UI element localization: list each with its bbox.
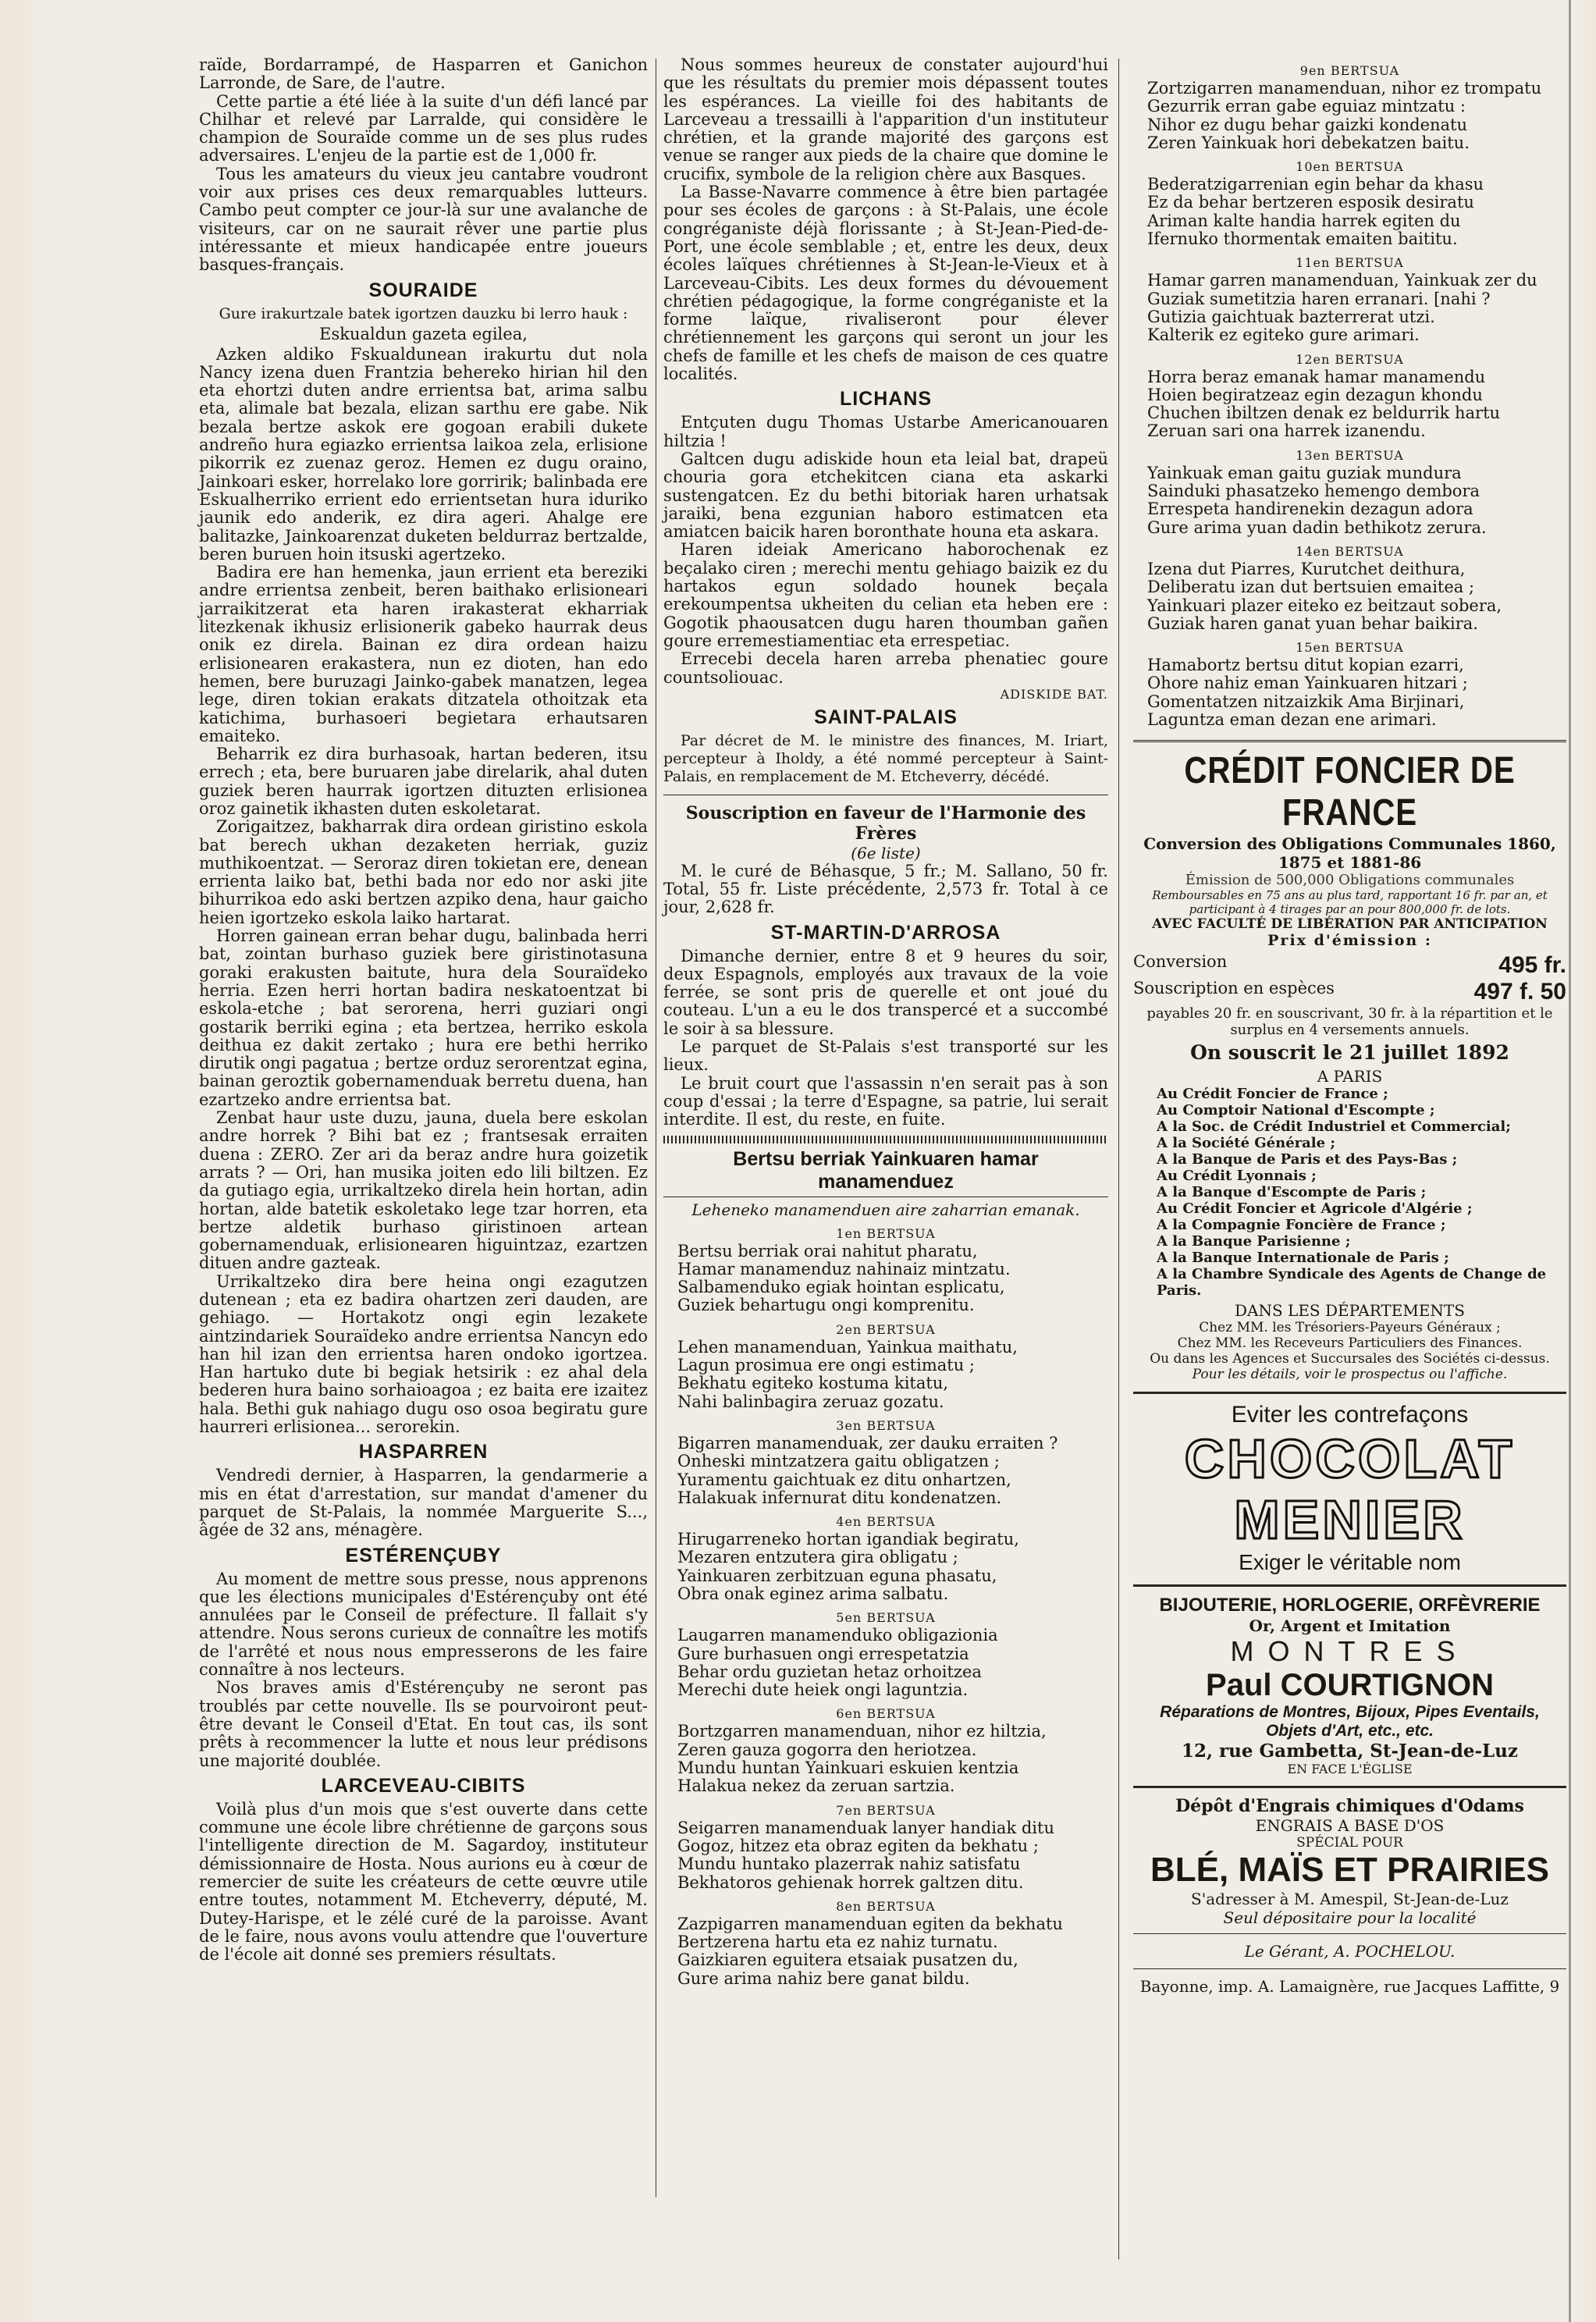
section-heading-hasparren: HASPARREN (358, 1441, 489, 1463)
divider (1133, 740, 1566, 742)
credit-lieu: A la Banque Parisienne ; (1157, 1233, 1351, 1250)
verse-line: Bigarren manamenduak, zer dauku erraiten ? (677, 1433, 1058, 1453)
credit-paris: A PARIS (1317, 1067, 1383, 1086)
verse-heading: 15en BERTSUA (1296, 640, 1404, 656)
verse-line: Gomentatzen nitzaizkik Ama Birjinari, (1147, 692, 1465, 711)
verse-line: Gogoz, hitzez eta obraz egiten da bekhatu ; (677, 1836, 1039, 1855)
engrais-os: ENGRAIS A BASE D'OS (1255, 1816, 1445, 1836)
verse-heading: 9en BERTSUA (1299, 63, 1400, 78)
credit-tresoriers: Chez MM. les Trésoriers-Payeurs Généraux ; (1199, 1320, 1501, 1336)
article-paragraph: Zenbat haur uste duzu, jauna, duela bere eskolan andre horrek ? Bihi bat ez ; frantsesak erraiten duena : ZERO. Zer ari da beraz andre hura goizetik arrats ? — Ori, han musika joiten edo lili biltzen. Ez da gutiago egia, urrikaltzeko direla hein hortan, adin hortan, alde batetik eskoletako lege tzar horren, eta bertze aldetik burhaso giristinoen artean gobernamenduak, erlisionearen higuintzaz, ezartzen dituen andre gazteak. (199, 1108, 648, 1273)
credit-payables: payables 20 fr. en souscrivant, 30 fr. à la répartition et le surplus en 4 versements annuels. (1146, 1005, 1553, 1039)
article-paragraph: Azken aldiko Fskualdunean irakurtu dut nola Nancy izena duen Frantzia behereko hirian hil den eta ehortzi duten andre errientsa bat, arima salbu eta, alimale bat bezala, elizan sarthu ere gabe. Nik bezala bertze askok ere gogoan erabili dukete andreño hura egiazko errientsa laikoa zela, erlisione pikorrik ez zuenaz geroz. Hemen ez dugu oraino, Jainkoari esker, horrelako lore gorririk; balinbada ere Eskualherriko errient edo errientsetan hura iduriko jaunik edo anderik, ez dira ageri. Ahalge ere balitazke, Jainkoarenzat duketen beldurraz bertzalde, beren buruen hoin itsuski agertzeko. (199, 344, 648, 564)
verse-line: Gure arima nahiz bere ganat bildu. (677, 1968, 970, 1988)
credit-lieu: A la Banque de Paris et des Pays-Bas ; (1157, 1151, 1458, 1168)
credit-date: On souscrit le 21 juillet 1892 (1190, 1041, 1509, 1065)
verse-line: Zortzigarren manamenduan, nihor ez trompatu (1147, 79, 1542, 98)
article-paragraph: Le bruit court que l'assassin n'en serait pas à son coup d'essai ; la terre d'Espagne, sa patrie, lui serait interdite. Il est, du reste, en fuite. (663, 1073, 1108, 1129)
verse-line: Mezaren entzutera gira obligatu ; (677, 1548, 958, 1567)
article-paragraph: La Basse-Navarre commence à être bien partagée pour ses écoles de garçons : à St-Palais, une école congréganiste déjà florissante ; à St-Jean-Pied-de-Port, une école semblable ; et, entre les deux, deux écoles laïques chrétiennes à St-Jean-le-Vieux et à Larceveau-Cibits. Les deux formes du dévouement chrétien pédagogique, la forme congréganiste et la forme laïque, rivaliseront pour élever chrétiennement les garçons qui seront un jour les chefs de famille et les chefs de maison de ces quatre localités. (663, 183, 1108, 384)
verse-line: Hamar garren manamenduan, Yainkuak zer du (1147, 271, 1537, 290)
verse-heading: 10en BERTSUA (1296, 159, 1404, 175)
verse-line: Deliberatu izan dut bertsuien emaitea ; (1147, 578, 1475, 597)
verse-line: Zeren gauza gogorra den heriotzea. (677, 1740, 977, 1759)
article-paragraph: M. le curé de Béhasque, 5 fr.; M. Sallano, 50 fr. Total, 55 fr. Liste précédente, 2,573 fr. Total à ce jour, 2,628 fr. (663, 861, 1108, 917)
verse-line: Nihor ez dugu behar gaizki kondenatu (1147, 115, 1468, 134)
verse-line: Ez da behar bertzeren esposik desiratu (1147, 193, 1474, 212)
verse-line: Yainkuak eman gaitu guziak mundura (1147, 463, 1462, 482)
verse-line: Bekhatu egiteko kostuma kitatu, (677, 1374, 949, 1393)
signature: ADISKIDE BAT. (1000, 686, 1108, 702)
verse-line: Mundu huntan Yainkuari eskuien kentzia (677, 1758, 1019, 1778)
article-paragraph: Au moment de mettre sous presse, nous apprenons que les élections municipales d'Estérençuby ont été annulées par le Conseil de préfecture. Il fallait s'y attendre. Nous serons curieux de connaître les motifs de l'arrêté et nous nous empresserons de les faire connaître à nos lecteurs. (199, 1569, 648, 1680)
verse-line: Bekhatoros gehienak horrek galtzen ditu. (677, 1872, 1024, 1892)
article-paragraph: Tous les amateurs du vieux jeu cantabre voudront voir aux prises ces deux remarquables lutteurs. Cambo peut compter ce jour-là sur une avalanche de visiteurs, car on ne saurait rêver une partie plus intéressante et mieux handicapée entre joueurs basques-français. (199, 164, 648, 275)
article-paragraph: Cette partie a été liée à la suite d'un défi lancé par Chilhar et relevé par Larralde, qui considère le champion de Souraïde comme un de ses plus rudes adversaires. L'enjeu de la partie est de 1,000 fr. (199, 91, 648, 165)
verse-line: Yainkuaren zerbitzuan eguna phasatu, (677, 1566, 997, 1585)
verse-line: Yainkuari plazer eiteko ez beitzaut sobera, (1147, 596, 1502, 615)
engrais-seul: Seul dépositaire pour la localité (1223, 1908, 1477, 1928)
verse-line: Zeren Yainkuak hori debekatzen baitu. (1147, 133, 1470, 152)
verse-heading: 14en BERTSUA (1296, 543, 1404, 559)
article-paragraph: Vendredi dernier, à Hasparren, la gendarmerie a mis en état d'arrestation, sur mandat d'amener du parquet de St-Palais, la nommée Marguerite S..., âgée de 32 ans, ménagère. (199, 1466, 648, 1540)
verse-line: Halakuak infernurat ditu kondenatzen. (677, 1488, 1002, 1507)
courtignon-reparations: Réparations de Montres, Bijoux, Pipes Eventails, Objets d'Art, etc., etc. (1160, 1703, 1540, 1741)
verse-heading: 8en BERTSUA (836, 1898, 936, 1914)
credit-emission: Émission de 500,000 Obligations communales (1185, 872, 1515, 889)
credit-lieu: Au Crédit Foncier de France ; (1157, 1086, 1388, 1103)
divider (1133, 1933, 1566, 1934)
verse-line: Errespeta handirenekin dezagun adora (1147, 500, 1473, 519)
article-paragraph: Haren ideiak Americano haborochenak ez beçalako ciren ; merechi mentu gehiago baizik ez du hartakos egun soldado hounek beçala erekoumpentsa ukheiten du celian eta heben ere : Gogotik phaousatcen dugu haren thoumban gañen goure erremestiamentiac eta errespetiac. (663, 540, 1108, 650)
subscription-list: (6e liste) (851, 843, 921, 862)
column-rule-right (1118, 59, 1119, 2260)
verse-line: Ohore nahiz eman Yainkuaren hitzari ; (1147, 674, 1468, 693)
menier-eviter: Eviter les contrefaçons (1231, 1402, 1469, 1428)
column-2 (663, 56, 1108, 1988)
letter-salutation: Eskualdun gazeta egilea, (319, 324, 528, 343)
article-paragraph: Galtcen dugu adiskide houn eta leial bat, drapeü chouria gora etchekitcen ciana eta askarki sustengatcen. Ez du bethi bitoriak haren urhatsak jaraiki, bena ezgunian haboro estimatcen eta amiatcen baicik haren boronthate houna eta askara. (663, 449, 1108, 542)
credit-lieu: Au Comptoir National d'Escompte ; (1157, 1102, 1435, 1119)
verse-line: Bertzerena hartu eta ez nahiz turnatu. (677, 1933, 998, 1952)
article-paragraph: Nos braves amis d'Estérençuby ne seront pas troublés par cette nouvelle. Ils se pourvoiront peut-être devant le Conseil d'Etat. En tout cas, ils sont prêts à recommencer la lutte et nous leur prédisons une majorité doublée. (199, 1678, 648, 1770)
menier-ad (1133, 1402, 1566, 1575)
verse-line: Halakua nekez da zeruan sartzia. (677, 1776, 955, 1796)
engrais-ble: BLÉ, MAÏS ET PRAIRIES (1150, 1851, 1549, 1890)
credit-details: Pour les détails, voir le prospectus ou l'affiche. (1192, 1367, 1508, 1383)
section-heading-st-martin: ST-MARTIN-D'ARROSA (770, 921, 1001, 944)
section-heading-lichans: LICHANS (839, 388, 933, 411)
credit-conversion-row (1133, 952, 1566, 979)
credit-especes-row (1133, 979, 1566, 1005)
verse-line: Nahi balinbagira zeruaz gozatu. (677, 1392, 944, 1411)
verse-line: Gure arima yuan dadin bethikotz zerura. (1147, 517, 1487, 537)
verse-line: Mundu huntako plazerrak nahiz satisfatu (677, 1854, 1021, 1874)
verses-list (1133, 63, 1566, 729)
verse-line: Gezurrik erran gabe eguiaz mintzatu : (1147, 97, 1466, 116)
courtignon-montres: MONTRES (1230, 1635, 1470, 1668)
verse-line: Hamar manamenduz nahinaiz mintzatu. (677, 1259, 1011, 1278)
column-1 (199, 56, 648, 1965)
verse-heading: 1en BERTSUA (836, 1225, 936, 1241)
courtignon-or: Or, Argent et Imitation (1249, 1616, 1451, 1636)
credit-subtitle: Conversion des Obligations Communales 1860, 1875 et 1881-86 (1143, 834, 1556, 873)
menier-chocolat: CHOCOLAT (1184, 1428, 1516, 1490)
credit-lieu: A la Banque d'Escompte de Paris ; (1157, 1184, 1427, 1201)
bertsu-subtitle: Leheneko manamenduen aire zaharrian emanak. (691, 1200, 1080, 1219)
section-subheading: Gure irakurtzale batek igortzen dauzku bi lerro hauk : (219, 304, 628, 322)
credit-lieu: A la Soc. de Crédit Industriel et Commercial; (1157, 1118, 1511, 1136)
divider (1133, 1786, 1566, 1788)
article-paragraph: Errecebi decela haren arreba phenatiec goure countsoliouac. (663, 649, 1108, 687)
imprimerie: Bayonne, imp. A. Lamaignère, rue Jacques Laffitte, 9 (1139, 1977, 1560, 1997)
verse-line: Lehen manamenduan, Yainkua maithatu, (677, 1337, 1018, 1357)
divider (1133, 1584, 1566, 1587)
verse-line: Laguntza eman dezan ene arimari. (1147, 710, 1437, 730)
verse-line: Merechi dute heiek ongi laguntzia. (677, 1680, 969, 1700)
verse-line: Kalterik ez egiteko gure arimari. (1147, 325, 1420, 345)
verse-heading: 11en BERTSUA (1296, 255, 1404, 271)
verse-line: Onheski mintzatzera gaitu obligatzen ; (677, 1452, 1000, 1471)
menier-exiger: Exiger le véritable nom (1239, 1550, 1461, 1575)
verse-heading: 7en BERTSUA (836, 1802, 936, 1818)
verse-line: Zeruan sari ona harrek izanendu. (1147, 421, 1426, 441)
column-3 (1133, 56, 1566, 1996)
credit-depts: DANS LES DÉPARTEMENTS (1235, 1301, 1465, 1321)
engrais-adresser: S'adresser à M. Amespil, St-Jean-de-Luz (1191, 1890, 1509, 1909)
section-heading-souraide: SOURAIDE (368, 279, 478, 301)
verse-line: Hamabortz bertsu ditut kopian ezarri, (1147, 656, 1464, 675)
verse-line: Sainduki phasatzeko hemengo dembora (1147, 482, 1480, 501)
verse-line: Guziak haren ganat yuan behar baikira. (1147, 613, 1478, 633)
verse-line: Gutizia gaichtuak bazterrerat utzi. (1147, 307, 1435, 326)
verse-heading: 5en BERTSUA (836, 1610, 936, 1626)
article-paragraph: raïde, Bordarrampé, de Hasparren et Ganichon Larronde, de Sare, de l'autre. (199, 55, 648, 93)
verse-line: Hoien begiratzeaz egin dezagun khondu (1147, 385, 1483, 404)
verse-line: Bortzgarren manamenduan, nihor ez hiltzia, (677, 1722, 1047, 1741)
verse-line: Guziak sumetitzia haren erranari. [nahi ? (1147, 289, 1491, 308)
verses-list (663, 1226, 1108, 1989)
article-paragraph: Le parquet de St-Palais s'est transporté sur les lieux. (663, 1037, 1108, 1075)
verse-line: Guziek behartugu ongi komprenitu. (677, 1296, 975, 1315)
courtignon-adresse: 12, rue Gambetta, St-Jean-de-Luz (1182, 1741, 1518, 1762)
verse-line: Zazpigarren manamenduan egiten da bekhatu (677, 1914, 1063, 1933)
engrais-special: SPÉCIAL POUR (1296, 1835, 1403, 1851)
section-heading-saint-palais: SAINT-PALAIS (814, 706, 958, 728)
verse-heading: 13en BERTSUA (1296, 447, 1404, 463)
article-paragraph: Horren gainean erran behar dugu, balinbada herri bat, zointan burhaso guziek bere giristinotasuna goraki erakusten baitute, hura dela Souraïdeko herria. Ezen herri hortan badira neskatoentzat bi eskola-etche ; bat serorena, herri guziari ongi gostarik berriki egina ; eta bertzea, herriko eskola deithua ez dakit zertako ; hura ere bethi herriko dirutik ongi pagatua ; bertze orduz serorentzat egina, bainan geroztik gobernamenduak berretu duena, han ezartzeko andre errientsa bat. (199, 926, 648, 1109)
engrais-depot: Dépôt d'Engrais chimiques d'Odams (1175, 1796, 1524, 1817)
verse-line: Yuramentu gaichtuak ez ditu onhartzen, (677, 1470, 1011, 1489)
decorative-rule (663, 1136, 1108, 1143)
verse-line: Seigarren manamenduak lanyer handiak ditu (677, 1818, 1054, 1837)
verse-line: Lagun prosimua ere ongi estimatu ; (677, 1356, 975, 1375)
verse-line: Horra beraz emanak hamar manamendu (1147, 367, 1486, 386)
section-heading-esterencuby: ESTÉRENÇUBY (345, 1544, 502, 1566)
credit-title: CRÉDIT FONCIER DE FRANCE (1184, 750, 1516, 834)
credit-lieu: A la Banque Internationale de Paris ; (1157, 1250, 1449, 1267)
verse-line: Chuchen ibiltzen denak ez beldurrik hartu (1147, 404, 1501, 423)
gerant: Le Gérant, A. POCHELOU. (1244, 1942, 1456, 1961)
credit-agences: Ou dans les Agences et Succursales des Sociétés ci-dessus. (1150, 1351, 1550, 1367)
article-paragraph: Nous sommes heureux de constater aujourd'hui que les résultats du premier mois dépassent toutes les espérances. La vieille foi des habitants de Larceveau a tressailli à l'apparition d'un instituteur chrétien, et la grande majorité des garçons est venue se ranger aux pieds de la chaire que domine le crucifix, symbole de la religion chère aux Basques. (663, 55, 1108, 183)
menier-name: MENIER (1234, 1489, 1466, 1551)
verse-line: Behar ordu guzietan hetaz orhoitzea (677, 1662, 982, 1681)
engrais-ad (1133, 1796, 1566, 1927)
article-paragraph: Entçuten dugu Thomas Ustarbe Americanouaren hiltzia ! (663, 413, 1108, 450)
bertsu-title: Bertsu berriak Yainkuaren hamar manamenduez (733, 1147, 1039, 1193)
article-paragraph: Beharrik ez dira burhasoak, hartan bederen, itsu errech ; eta, bere buruaren jabe direlarik, ahal duten guziek beren haurrak igortzen dituzten erlisionea oroz gainetik ikhasten duten eskoletarat. (199, 745, 648, 818)
verse-line: Bertsu berriak orai nahitut pharatu, (677, 1241, 978, 1261)
credit-rembours: Remboursables en 75 ans au plus tard, rapportant 16 fr. par an, et participant à 4 tirages par an pour 800,000 fr. de lots. (1152, 888, 1548, 917)
credit-lieu: A la Société Générale ; (1157, 1135, 1335, 1152)
courtignon-bijou: BIJOUTERIE, HORLOGERIE, ORFÈVRERIE (1159, 1595, 1541, 1616)
article-paragraph: Zorigaitzez, bakharrak dira ordean giristino eskola bat berech ukhan dezaketen herriak, guziz muthikoentzat. — Seroraz diren tokietan ere, denean errienta laiko bat, bethi bada nor edo nor aski jite bihurrikoa edo aski bertzen azpiko dena, haur gaicho heien igortzeko eskola laiko hartarat. (199, 817, 648, 927)
divider (1133, 1968, 1566, 1969)
credit-lieu: Au Crédit Lyonnais ; (1157, 1168, 1317, 1185)
verse-heading: 12en BERTSUA (1296, 351, 1404, 367)
article-paragraph: Voilà plus d'un mois que s'est ouverte dans cette commune une école libre chrétienne de garçons sous l'intelligente direction de M. Sagardoy, instituteur démissionnaire de Hosta. Nous aurions eu à cœur de remercier de suite les créateurs de cette œuvre utile entre toutes, notamment M. Etcheverry, député, M. Dutey-Harispe, et le zélé curé de la paroisse. Avant de le faire, nous avons voulu attendre que l'ouverture de l'école ait donné ses premiers résultats. (199, 1799, 648, 1965)
article-paragraph: Par décret de M. le ministre des finances, M. Iriart, percepteur à Iholdy, a été nommé percepteur à Saint-Palais, en remplacement de M. Etcheverry, décédé. (663, 731, 1108, 786)
article-paragraph: Badira ere han hemenka, jaun errient eta bereziki andre errientsa zenbeit, beren baithako erlisioneari jarraikitzerat eta haren irakasterat ekharriak litezkenak ikhusiz erlisionerik gabeko haurrak deus onik ez direla. Bainan ez dira ordean haizu erlisionearen erakastera, nun ez dioten, han edo hemen, bere buruzagi Jainko-gabek manatzen, legea lege, diren tokian erakats ditzatela othoitzak eta katichima, burhasoeri begietara erhautsaren emaiteko. (199, 563, 648, 745)
verse-line: Gaizkiaren eguitera etsaiak pusatzen du, (677, 1950, 1018, 1970)
credit-prix: Prix d'émission : (1267, 932, 1432, 950)
verse-line: Laugarren manamenduko obligazionia (677, 1626, 998, 1645)
especes-value: 497 f. 50 (1473, 979, 1566, 1005)
divider (1133, 1392, 1566, 1394)
credit-lieu: Au Crédit Foncier et Agricole d'Algérie ; (1157, 1200, 1473, 1218)
verse-line: Salbamenduko egiak hointan esplicatu, (677, 1278, 1005, 1297)
especes-label: Souscription en espèces (1133, 979, 1335, 998)
conversion-label: Conversion (1133, 952, 1228, 972)
credit-lieu: A la Compagnie Foncière de France ; (1157, 1217, 1446, 1234)
verse-line: Obra onak eginez arima salbatu. (677, 1584, 949, 1603)
verse-heading: 6en BERTSUA (836, 1706, 936, 1722)
section-heading-larceveau: LARCEVEAU-CIBITS (321, 1774, 526, 1797)
scan-edge (1569, 0, 1571, 2322)
credit-lieu: A la Chambre Syndicale des Agents de Change de Paris. (1157, 1266, 1547, 1300)
verse-line: Izena dut Piarres, Kurutchet deithura, (1147, 559, 1466, 578)
credit-foncier-ad (1133, 750, 1566, 1382)
subscription-title: Souscription en faveur de l'Harmonie des Frères (685, 802, 1086, 844)
verse-heading: 4en BERTSUA (836, 1514, 936, 1530)
courtignon-face: EN FACE L'ÉGLISE (1287, 1762, 1413, 1777)
credit-lieux-list (1133, 1086, 1566, 1299)
courtignon-ad (1133, 1595, 1566, 1776)
verse-line: Gure burhasuen ongi errespetatzia (677, 1644, 969, 1663)
courtignon-name: Paul COURTIGNON (1206, 1668, 1494, 1703)
newspaper-page (31, 0, 1584, 2322)
conversion-value: 495 fr. (1498, 952, 1566, 979)
credit-faculte: AVEC FACULTÉ DE LIBÉRATION PAR ANTICIPATION (1152, 916, 1548, 933)
verse-line: Ifernuko thormentak emaiten baititu. (1147, 229, 1458, 249)
verse-line: Bederatzigarrenian egin behar da khasu (1147, 175, 1484, 194)
article-paragraph: Urrikaltzeko dira bere heina ongi ezagutzen dutenean ; eta ez badira ohartzen zeri dauden, are gehiago. — Hortakotz ongi egin lezakete aintzindariek Souraïdeko andre errientsa Nancyn edo han hil izan den errientsa haren ondoko igortzea. Han hartuko dute bi begiak hetsirik : ez ahal dela bederen hura baino sorhaioagoa ; ez baita ere izaitez hala. Bethi guk nahiago dugu oso osoa begiratu gure haurreri erlisionea... serorekin. (199, 1271, 648, 1437)
verse-heading: 3en BERTSUA (836, 1417, 936, 1433)
credit-receveurs: Chez MM. les Receveurs Particuliers des Finances. (1177, 1335, 1523, 1352)
verse-heading: 2en BERTSUA (836, 1321, 936, 1337)
verse-line: Hirugarreneko hortan igandiak begiratu, (677, 1530, 1019, 1549)
article-paragraph: Dimanche dernier, entre 8 et 9 heures du soir, deux Espagnols, employés aux travaux de la voie ferrée, se sont pris de querelle et ont joué du couteau. L'un a eu le dos transpercé et a succombé le soir à sa blessure. (663, 946, 1108, 1038)
verse-line: Ariman kalte handia harrek egiten du (1147, 211, 1461, 230)
